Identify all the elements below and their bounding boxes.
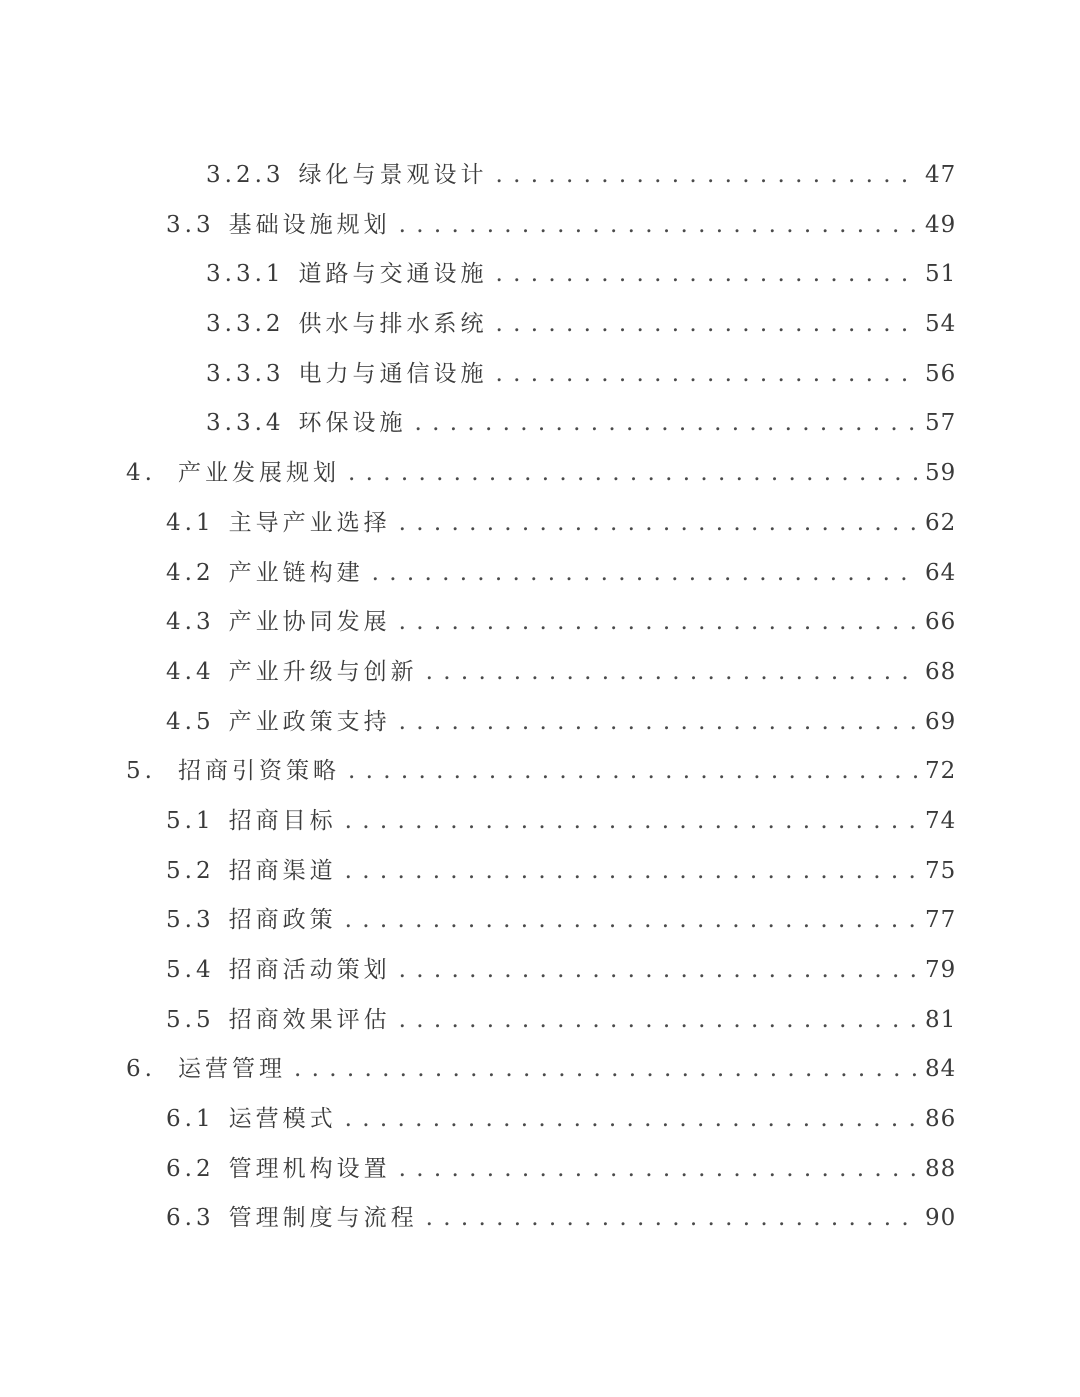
toc-entry-title: 管理机构设置 — [228, 1155, 391, 1182]
toc-entry-title: 主导产业选择 — [228, 509, 391, 536]
table-of-contents — [0, 151, 1080, 1244]
dot-leader — [426, 1194, 919, 1244]
toc-entry-number: 6.1 — [166, 1106, 215, 1133]
dot-leader — [399, 1145, 919, 1195]
toc-entry-title: 运营模式 — [228, 1106, 337, 1133]
toc-entry-title: 招商效果评估 — [228, 1006, 391, 1033]
toc-entry-title: 产业政策支持 — [228, 708, 391, 735]
toc-entry-page-number: 54 — [925, 311, 957, 338]
toc-entry[interactable] — [0, 350, 1080, 400]
toc-entry[interactable] — [0, 946, 1080, 996]
dot-leader — [496, 250, 919, 300]
toc-entry-number: 4.1 — [166, 509, 215, 536]
toc-entry-title: 招商活动策划 — [228, 957, 391, 983]
toc-entry[interactable] — [0, 698, 1080, 748]
dot-leader — [345, 896, 919, 946]
toc-entry[interactable] — [0, 499, 1080, 549]
toc-entry[interactable] — [0, 549, 1080, 599]
toc-entry[interactable] — [0, 201, 1080, 251]
toc-entry-page-number: 68 — [925, 658, 957, 685]
toc-entry-number: 5. — [126, 758, 156, 785]
toc-entry-number: 6.2 — [166, 1155, 215, 1182]
toc-entry-number: 5.5 — [166, 1006, 215, 1033]
dot-leader — [399, 201, 919, 251]
toc-entry[interactable] — [0, 847, 1080, 897]
toc-entry-title: 招商引资策略 — [177, 758, 340, 785]
toc-entry-title: 供水与排水系统 — [298, 311, 488, 338]
toc-entry[interactable] — [0, 996, 1080, 1046]
toc-entry[interactable] — [0, 151, 1080, 201]
toc-entry[interactable] — [0, 250, 1080, 300]
toc-entry-number: 5.1 — [166, 807, 215, 834]
toc-entry-page-number: 66 — [925, 609, 957, 636]
toc-entry-page-number: 84 — [925, 1056, 957, 1083]
dot-leader — [294, 1045, 919, 1095]
dot-leader — [496, 151, 919, 201]
dot-leader — [348, 449, 919, 499]
toc-entry[interactable] — [0, 1095, 1080, 1145]
dot-leader — [399, 946, 919, 996]
toc-entry[interactable] — [0, 300, 1080, 350]
toc-entry-page-number: 49 — [925, 211, 957, 238]
toc-entry[interactable] — [0, 896, 1080, 946]
toc-entry-title: 产业协同发展 — [228, 609, 391, 636]
toc-entry-title: 招商目标 — [228, 807, 337, 834]
dot-leader — [345, 797, 919, 847]
toc-entry[interactable] — [0, 1145, 1080, 1195]
dot-leader — [399, 698, 919, 748]
toc-entry-page-number: 72 — [925, 758, 957, 785]
toc-entry[interactable] — [0, 797, 1080, 847]
toc-entry-title: 运营管理 — [177, 1056, 286, 1083]
toc-entry-page-number: 77 — [925, 907, 957, 934]
dot-leader — [372, 549, 919, 599]
toc-entry-title: 产业发展规划 — [177, 460, 340, 487]
toc-entry-title: 绿化与景观设计 — [298, 162, 488, 188]
toc-entry-number: 3.2.3 — [206, 162, 285, 188]
dot-leader — [426, 648, 919, 698]
toc-entry-number: 3.3.2 — [206, 311, 285, 338]
toc-entry-number: 4. — [126, 460, 156, 487]
toc-entry[interactable] — [0, 1194, 1080, 1244]
toc-entry-page-number: 81 — [925, 1006, 957, 1033]
toc-entry-page-number: 74 — [925, 807, 957, 834]
toc-entry-page-number: 62 — [925, 509, 957, 536]
toc-entry[interactable] — [0, 1045, 1080, 1095]
dot-leader — [345, 847, 919, 897]
toc-entry-number: 3.3 — [166, 211, 215, 238]
toc-entry-page-number: 59 — [925, 460, 957, 487]
toc-entry-title: 管理制度与流程 — [228, 1205, 418, 1232]
toc-entry[interactable] — [0, 449, 1080, 499]
toc-entry-title: 招商政策 — [228, 907, 337, 934]
toc-entry-page-number: 75 — [925, 857, 957, 884]
dot-leader — [348, 747, 919, 797]
dot-leader — [496, 300, 919, 350]
toc-entry-page-number: 64 — [925, 559, 957, 586]
dot-leader — [415, 399, 919, 449]
dot-leader — [345, 1095, 919, 1145]
toc-entry-number: 5.4 — [166, 957, 215, 983]
toc-entry-number: 6. — [126, 1056, 156, 1083]
toc-entry-page-number: 69 — [925, 708, 957, 735]
toc-entry-title: 基础设施规划 — [228, 211, 391, 238]
dot-leader — [496, 350, 919, 400]
toc-entry-number: 3.3.3 — [206, 360, 285, 387]
toc-entry-title: 道路与交通设施 — [298, 261, 488, 288]
toc-entry-title: 产业链构建 — [228, 559, 364, 586]
toc-entry[interactable] — [0, 648, 1080, 698]
toc-entry-number: 6.3 — [166, 1205, 215, 1232]
dot-leader — [399, 499, 919, 549]
toc-entry-page-number: 90 — [925, 1205, 957, 1232]
toc-entry-page-number: 51 — [925, 261, 957, 288]
toc-entry-number: 4.2 — [166, 559, 215, 586]
toc-entry-title: 电力与通信设施 — [298, 360, 488, 387]
toc-entry-number: 5.2 — [166, 857, 215, 884]
toc-entry[interactable] — [0, 598, 1080, 648]
dot-leader — [399, 996, 919, 1046]
toc-entry-number: 4.4 — [166, 658, 215, 685]
toc-entry-page-number: 56 — [925, 360, 957, 387]
toc-entry-page-number: 47 — [925, 162, 957, 188]
toc-entry-number: 3.3.1 — [206, 261, 285, 288]
toc-entry-page-number: 57 — [925, 410, 957, 437]
toc-entry-page-number: 88 — [925, 1155, 957, 1182]
toc-entry-title: 招商渠道 — [228, 857, 337, 884]
toc-entry[interactable] — [0, 399, 1080, 449]
toc-entry-title: 环保设施 — [298, 410, 407, 437]
toc-entry-number: 3.3.4 — [206, 410, 285, 437]
toc-entry-number: 4.3 — [166, 609, 215, 636]
toc-entry-title: 产业升级与创新 — [228, 658, 418, 685]
toc-entry-page-number: 86 — [925, 1106, 957, 1133]
toc-entry-page-number: 79 — [925, 957, 957, 983]
dot-leader — [399, 598, 919, 648]
toc-entry-number: 4.5 — [166, 708, 215, 735]
toc-entry[interactable] — [0, 747, 1080, 797]
toc-entry-number: 5.3 — [166, 907, 215, 934]
